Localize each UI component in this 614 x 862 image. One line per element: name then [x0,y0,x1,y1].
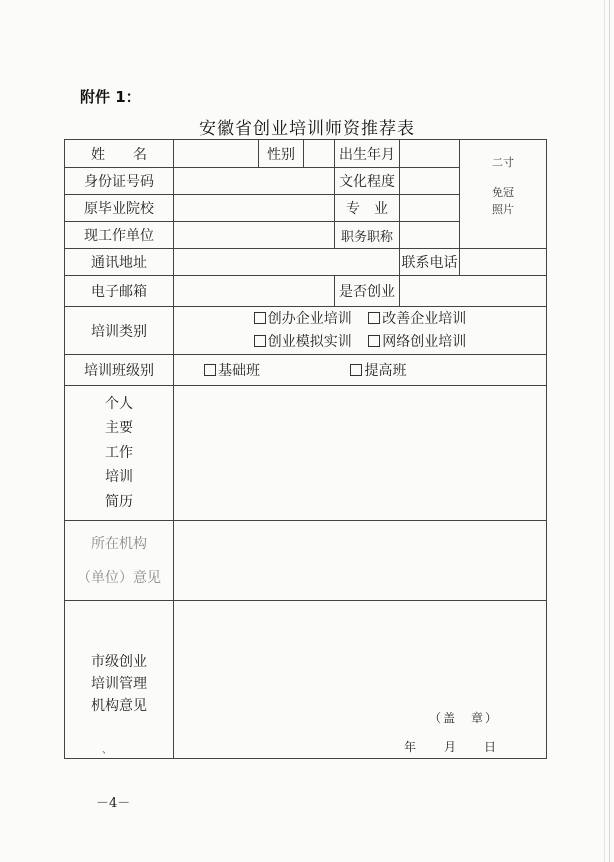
photo-hat-text: 免冠 [492,185,514,199]
birth-field[interactable] [400,140,460,168]
form-title: 安徽省创业培训师资推荐表 [199,119,415,139]
education-field[interactable] [400,168,460,195]
option-start-business[interactable]: 创办企业培训 [254,308,352,331]
stray-mark: 、 [102,745,112,756]
major-label: 专 业 [335,195,400,222]
option-advanced[interactable]: 提高班 [350,360,406,380]
employer-field[interactable] [174,222,335,249]
phone-field[interactable] [460,249,547,276]
page-number: －4－ [96,796,131,811]
address-field[interactable] [174,249,400,276]
name-label: 姓 名 [65,140,174,168]
major-field[interactable] [400,195,460,222]
photo-size-text: 二寸 [492,156,514,169]
birth-label: 出生年月 [335,140,400,168]
position-label: 职务职称 [335,222,400,249]
checkbox-icon[interactable] [204,364,216,376]
training-level-label: 培训班级别 [65,355,174,386]
city-mgmt-field[interactable] [174,601,547,759]
entrepreneur-label: 是否创业 [335,276,400,307]
date-line: 年 月 日 [404,740,497,754]
school-field[interactable] [174,195,335,222]
checkbox-icon[interactable] [254,335,266,347]
name-field[interactable] [174,140,259,168]
entrepreneur-field[interactable] [400,276,547,307]
city-mgmt-label: 市级创业 培训管理 机构意见 、 [65,601,174,759]
resume-label: 个人 主要 工作 培训 简历 [65,386,174,521]
org-opinion-label: 所在机构 （单位）意见 [65,521,174,601]
org-opinion-field[interactable] [174,521,547,601]
option-basic[interactable]: 基础班 [204,360,260,380]
option-improve-business[interactable]: 改善企业培训 [368,308,466,331]
id-number-field[interactable] [174,168,335,195]
training-type-label: 培训类别 [65,307,174,355]
school-label: 原毕业院校 [65,195,174,222]
recommendation-form [64,139,547,759]
checkbox-icon[interactable] [254,312,266,324]
gender-field[interactable] [304,140,335,168]
training-type-options [174,307,547,355]
email-label: 电子邮箱 [65,276,174,307]
address-label: 通讯地址 [65,249,174,276]
email-field[interactable] [174,276,335,307]
training-level-options [174,355,547,386]
education-label: 文化程度 [335,168,400,195]
checkbox-icon[interactable] [368,312,380,324]
seal-label: （盖 章） [429,711,500,725]
option-simulation[interactable]: 创业模拟实训 [254,331,352,354]
photo-box [460,140,547,249]
photo-text: 照片 [492,203,514,217]
gender-label: 性别 [259,140,304,168]
attachment-label: 附件 1： [80,88,141,106]
id-number-label: 身份证号码 [65,168,174,195]
checkbox-icon[interactable] [350,364,362,376]
position-field[interactable] [400,222,460,249]
checkbox-icon[interactable] [368,335,380,347]
resume-field[interactable] [174,386,547,521]
employer-label: 现工作单位 [65,222,174,249]
phone-label: 联系电话 [400,249,460,276]
option-online-business[interactable]: 网络创业培训 [368,331,466,354]
